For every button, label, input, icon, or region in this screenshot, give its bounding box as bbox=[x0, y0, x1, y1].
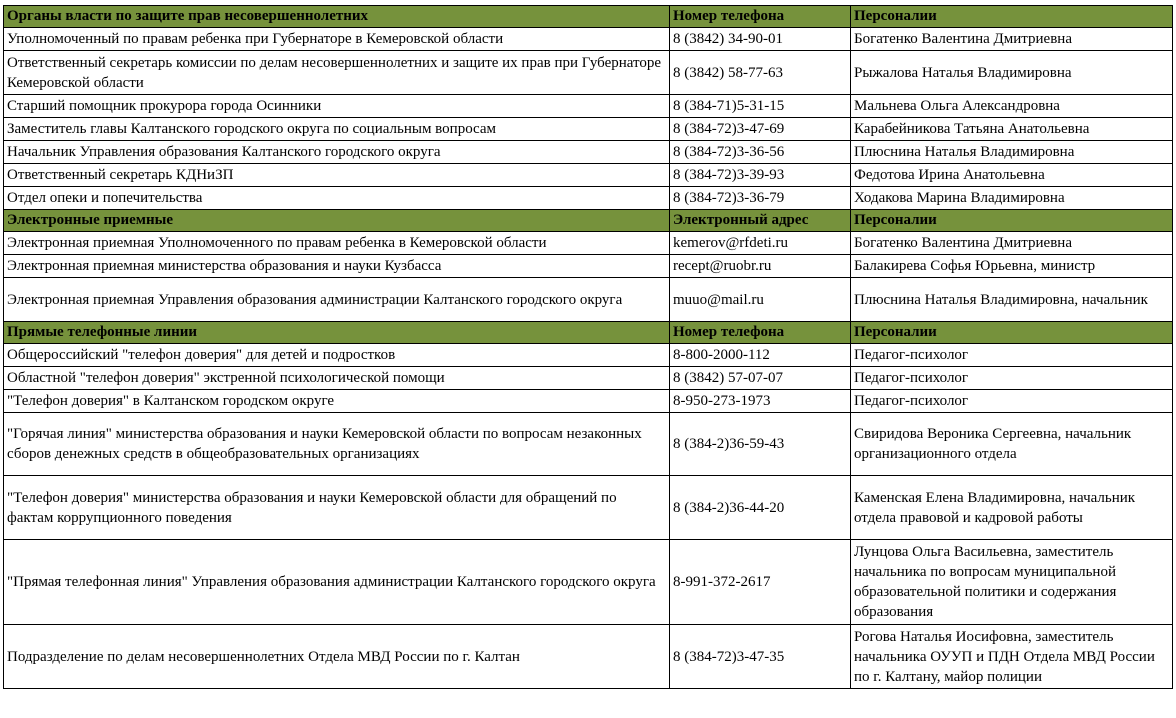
org-cell: Старший помощник прокурора города Осинники bbox=[4, 95, 670, 118]
person-cell: Ходакова Марина Владимировна bbox=[851, 187, 1173, 210]
table-row bbox=[4, 413, 1173, 476]
header-cell: Органы власти по защите прав несовершеннолетних bbox=[4, 6, 670, 28]
org-cell: Общероссийский "телефон доверия" для детей и подростков bbox=[4, 344, 670, 367]
person-cell: Педагог-психолог bbox=[851, 367, 1173, 390]
email-cell[interactable]: recept@ruobr.ru bbox=[670, 255, 851, 278]
table-row bbox=[4, 232, 1173, 255]
table-row bbox=[4, 28, 1173, 51]
org-cell: Уполномоченный по правам ребенка при Губернаторе в Кемеровской области bbox=[4, 28, 670, 51]
person-cell: Свиридова Вероника Сергеевна, начальник организационного отдела bbox=[851, 413, 1173, 476]
phone-cell: 8-800-2000-112 bbox=[670, 344, 851, 367]
person-cell: Федотова Ирина Анатольевна bbox=[851, 164, 1173, 187]
table-row bbox=[4, 187, 1173, 210]
phone-cell: 8 (384-72)3-36-79 bbox=[670, 187, 851, 210]
header-cell: Электронный адрес bbox=[670, 210, 851, 232]
person-cell: Рогова Наталья Иосифовна, заместитель начальника ОУУП и ПДН Отдела МВД России по г. Калтану, майор полиции bbox=[851, 625, 1173, 689]
person-cell: Лунцова Ольга Васильевна, заместитель начальника по вопросам муниципальной образовательной политики и содержания образования bbox=[851, 540, 1173, 625]
phone-cell: 8 (384-71)5-31-15 bbox=[670, 95, 851, 118]
org-cell: Заместитель главы Калтанского городского округа по социальным вопросам bbox=[4, 118, 670, 141]
org-cell: "Телефон доверия" в Калтанском городском округе bbox=[4, 390, 670, 413]
table-row bbox=[4, 51, 1173, 95]
table-row bbox=[4, 278, 1173, 322]
section-header bbox=[4, 322, 1173, 344]
header-cell: Персоналии bbox=[851, 322, 1173, 344]
table-row bbox=[4, 95, 1173, 118]
person-cell: Каменская Елена Владимировна, начальник отдела правовой и кадровой работы bbox=[851, 476, 1173, 540]
org-cell: "Горячая линия" министерства образования и науки Кемеровской области по вопросам незаконных сборов денежных средств в общеобразовательных организациях bbox=[4, 413, 670, 476]
contacts-table bbox=[3, 5, 1173, 689]
person-cell: Богатенко Валентина Дмитриевна bbox=[851, 28, 1173, 51]
header-cell: Электронные приемные bbox=[4, 210, 670, 232]
table-row bbox=[4, 540, 1173, 625]
email-cell[interactable]: kemerov@rfdeti.ru bbox=[670, 232, 851, 255]
table-row bbox=[4, 141, 1173, 164]
phone-cell: 8-950-273-1973 bbox=[670, 390, 851, 413]
header-cell: Персоналии bbox=[851, 6, 1173, 28]
org-cell: Ответственный секретарь комиссии по делам несовершеннолетних и защите их прав при Губернаторе Кемеровской области bbox=[4, 51, 670, 95]
org-cell: Электронная приемная министерства образования и науки Кузбасса bbox=[4, 255, 670, 278]
org-cell: "Телефон доверия" министерства образования и науки Кемеровской области для обращений по фактам коррупционного поведения bbox=[4, 476, 670, 540]
person-cell: Плюснина Наталья Владимировна bbox=[851, 141, 1173, 164]
phone-cell: 8-991-372-2617 bbox=[670, 540, 851, 625]
person-cell: Богатенко Валентина Дмитриевна bbox=[851, 232, 1173, 255]
table-row bbox=[4, 118, 1173, 141]
phone-cell: 8 (384-2)36-59-43 bbox=[670, 413, 851, 476]
org-cell: Отдел опеки и попечительства bbox=[4, 187, 670, 210]
email-cell[interactable]: muuo@mail.ru bbox=[670, 278, 851, 322]
org-cell: Ответственный секретарь КДНиЗП bbox=[4, 164, 670, 187]
org-cell: Подразделение по делам несовершеннолетних Отдела МВД России по г. Калтан bbox=[4, 625, 670, 689]
person-cell: Плюснина Наталья Владимировна, начальник bbox=[851, 278, 1173, 322]
table-row bbox=[4, 476, 1173, 540]
person-cell: Рыжалова Наталья Владимировна bbox=[851, 51, 1173, 95]
phone-cell: 8 (384-2)36-44-20 bbox=[670, 476, 851, 540]
person-cell: Педагог-психолог bbox=[851, 390, 1173, 413]
org-cell: Начальник Управления образования Калтанского городского округа bbox=[4, 141, 670, 164]
phone-cell: 8 (384-72)3-47-35 bbox=[670, 625, 851, 689]
org-cell: Электронная приемная Управления образования администрации Калтанского городского округа bbox=[4, 278, 670, 322]
person-cell: Педагог-психолог bbox=[851, 344, 1173, 367]
org-cell: Электронная приемная Уполномоченного по правам ребенка в Кемеровской области bbox=[4, 232, 670, 255]
phone-cell: 8 (384-72)3-36-56 bbox=[670, 141, 851, 164]
phone-cell: 8 (384-72)3-47-69 bbox=[670, 118, 851, 141]
phone-cell: 8 (3842) 34-90-01 bbox=[670, 28, 851, 51]
header-cell: Номер телефона bbox=[670, 6, 851, 28]
table-row bbox=[4, 164, 1173, 187]
person-cell: Карабейникова Татьяна Анатольевна bbox=[851, 118, 1173, 141]
org-cell: Областной "телефон доверия" экстренной психологической помощи bbox=[4, 367, 670, 390]
table-row bbox=[4, 255, 1173, 278]
person-cell: Мальнева Ольга Александровна bbox=[851, 95, 1173, 118]
person-cell: Балакирева Софья Юрьевна, министр bbox=[851, 255, 1173, 278]
phone-cell: 8 (384-72)3-39-93 bbox=[670, 164, 851, 187]
table-row bbox=[4, 367, 1173, 390]
table-row bbox=[4, 344, 1173, 367]
section-header bbox=[4, 6, 1173, 28]
header-cell: Прямые телефонные линии bbox=[4, 322, 670, 344]
table-row bbox=[4, 390, 1173, 413]
phone-cell: 8 (3842) 58-77-63 bbox=[670, 51, 851, 95]
header-cell: Персоналии bbox=[851, 210, 1173, 232]
table-row bbox=[4, 625, 1173, 689]
phone-cell: 8 (3842) 57-07-07 bbox=[670, 367, 851, 390]
org-cell: "Прямая телефонная линия" Управления образования администрации Калтанского городского округа bbox=[4, 540, 670, 625]
header-cell: Номер телефона bbox=[670, 322, 851, 344]
section-header bbox=[4, 210, 1173, 232]
